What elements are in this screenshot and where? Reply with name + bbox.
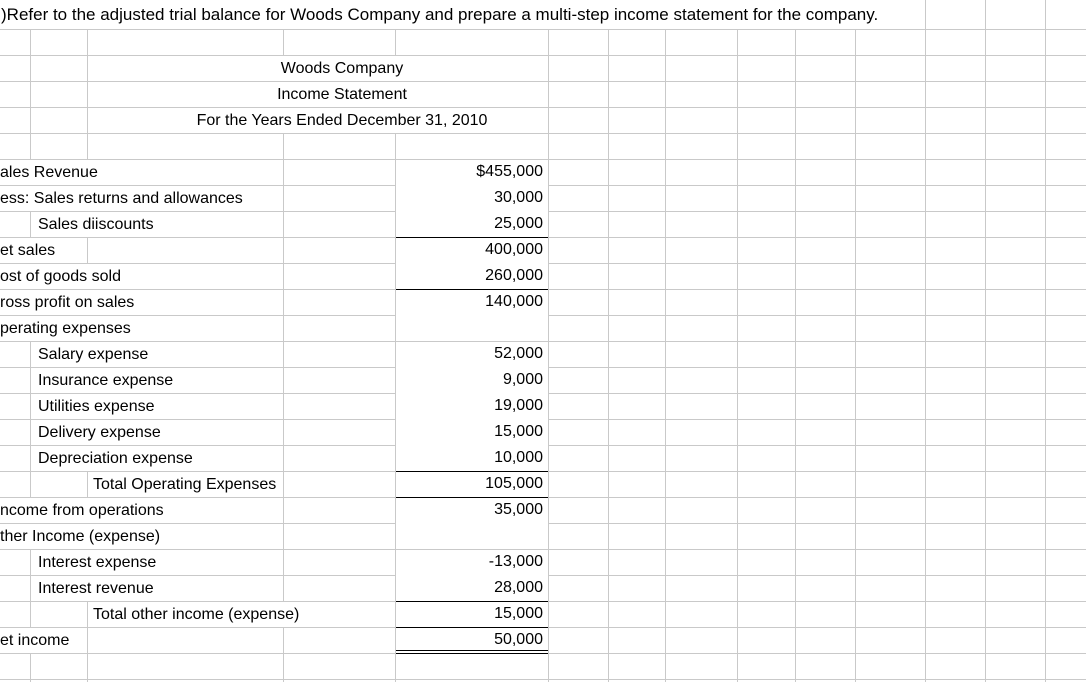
- label-cell[interactable]: et sales: [0, 238, 58, 263]
- amount-cell[interactable]: 35,000: [396, 498, 548, 524]
- amount-cell[interactable]: 9,000: [396, 368, 548, 394]
- amount-cell[interactable]: 140,000: [396, 290, 548, 316]
- row-total-operating-expenses: [0, 472, 1086, 498]
- amount-cell[interactable]: 15,000: [396, 602, 548, 628]
- row-insurance-expense: [0, 368, 1086, 394]
- blank-row[interactable]: [0, 30, 1086, 56]
- company-name[interactable]: Woods Company: [278, 56, 406, 81]
- label-cell[interactable]: et income: [0, 628, 72, 653]
- label-cell[interactable]: Salary expense: [38, 342, 151, 367]
- row-operating-expenses-header: [0, 316, 1086, 342]
- label-cell[interactable]: ales Revenue: [0, 160, 101, 185]
- row-utilities-expense: [0, 394, 1086, 420]
- row-sales-discounts: [0, 212, 1086, 238]
- label-cell[interactable]: Utilities expense: [38, 394, 158, 419]
- amount-cell[interactable]: 19,000: [396, 394, 548, 420]
- label-cell[interactable]: Total Operating Expenses: [93, 472, 279, 497]
- amount-cell[interactable]: 105,000: [396, 472, 548, 498]
- amount-cell[interactable]: 260,000: [396, 264, 548, 290]
- label-cell[interactable]: ross profit on sales: [0, 290, 137, 315]
- row-cost-of-goods-sold: [0, 264, 1086, 290]
- row-sales-revenue: [0, 160, 1086, 186]
- amount-cell[interactable]: 10,000: [396, 446, 548, 472]
- statement-period[interactable]: For the Years Ended December 31, 2010: [194, 108, 491, 133]
- label-cell[interactable]: Total other income (expense): [93, 602, 302, 627]
- label-cell[interactable]: Insurance expense: [38, 368, 176, 393]
- blank-row[interactable]: [0, 134, 1086, 160]
- row-other-income-header: [0, 524, 1086, 550]
- row-income-from-operations: [0, 498, 1086, 524]
- amount-cell[interactable]: $455,000: [396, 160, 548, 186]
- label-cell[interactable]: Interest expense: [38, 550, 159, 575]
- label-cell[interactable]: Delivery expense: [38, 420, 164, 445]
- instruction-text: )Refer to the adjusted trial balance for Woods Company and prepare a multi-step income statement for the company.: [1, 0, 884, 29]
- title-row-company: [0, 56, 1086, 82]
- row-gross-profit: [0, 290, 1086, 316]
- row-total-other-income: [0, 602, 1086, 628]
- amount-cell[interactable]: 52,000: [396, 342, 548, 368]
- amount-cell[interactable]: 25,000: [396, 212, 548, 238]
- row-sales-returns: [0, 186, 1086, 212]
- instruction-row: [0, 0, 1086, 30]
- amount-cell[interactable]: 50,000: [396, 628, 548, 654]
- label-cell[interactable]: Sales diiscounts: [38, 212, 157, 237]
- statement-title[interactable]: Income Statement: [274, 82, 410, 107]
- label-cell[interactable]: Depreciation expense: [38, 446, 196, 471]
- amount-cell[interactable]: 400,000: [396, 238, 548, 264]
- title-row-statement: [0, 82, 1086, 108]
- amount-cell[interactable]: 30,000: [396, 186, 548, 212]
- row-delivery-expense: [0, 420, 1086, 446]
- row-interest-expense: [0, 550, 1086, 576]
- row-net-income: [0, 628, 1086, 654]
- amount-cell[interactable]: -13,000: [396, 550, 548, 576]
- row-depreciation-expense: [0, 446, 1086, 472]
- label-cell[interactable]: ncome from operations: [0, 498, 167, 523]
- label-cell[interactable]: Interest revenue: [38, 576, 157, 601]
- title-row-period: [0, 108, 1086, 134]
- label-cell[interactable]: ess: Sales returns and allowances: [0, 186, 246, 211]
- amount-cell[interactable]: 28,000: [396, 576, 548, 602]
- label-cell[interactable]: ost of goods sold: [0, 264, 124, 289]
- row-interest-revenue: [0, 576, 1086, 602]
- label-cell[interactable]: ther Income (expense): [0, 524, 163, 549]
- amount-cell[interactable]: 15,000: [396, 420, 548, 446]
- blank-row[interactable]: [0, 654, 1086, 680]
- row-salary-expense: [0, 342, 1086, 368]
- label-cell[interactable]: perating expenses: [0, 316, 134, 341]
- row-net-sales: [0, 238, 1086, 264]
